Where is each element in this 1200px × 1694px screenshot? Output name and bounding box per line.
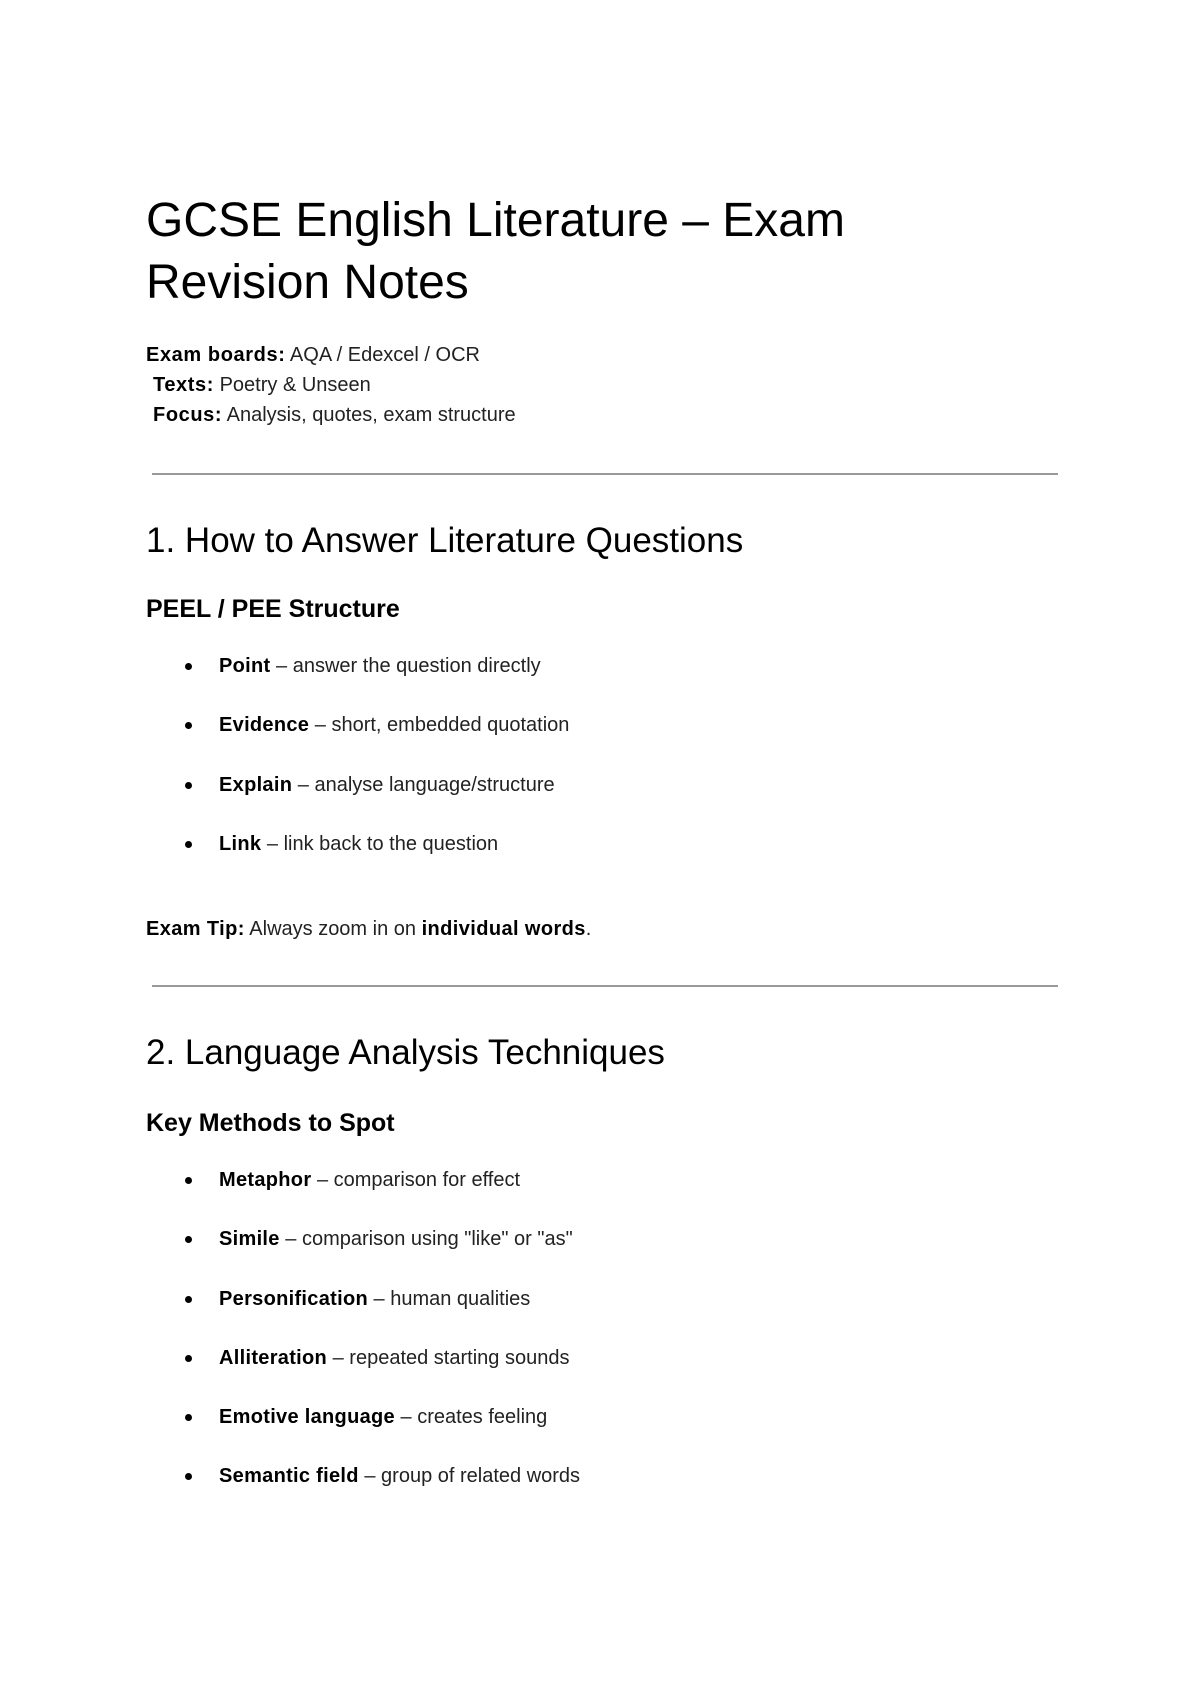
list-item [146, 1223, 580, 1282]
bullet-icon [185, 722, 192, 729]
term: Simile [219, 1228, 280, 1251]
meta-label: Texts: [153, 374, 215, 396]
term: Point [219, 655, 271, 677]
bullet-icon [185, 1473, 192, 1480]
list-item [146, 650, 569, 709]
term: Semantic field [219, 1465, 359, 1488]
description: – short, embedded quotation [309, 714, 570, 737]
list-item [146, 709, 569, 768]
list-item [146, 828, 569, 887]
list-item [146, 1342, 580, 1401]
meta-focus [146, 400, 516, 430]
list-item [146, 1164, 580, 1223]
meta-value: AQA / Edexcel / OCR [285, 344, 480, 366]
description: – answer the question directly [270, 655, 541, 677]
bullet-icon [185, 1177, 192, 1184]
list-item [146, 1283, 580, 1342]
bullet-icon [185, 1355, 192, 1362]
list-item [146, 1460, 580, 1519]
tip-text: Always zoom in on [244, 918, 422, 940]
description: – link back to the question [261, 832, 499, 855]
term: Personification [219, 1287, 368, 1310]
term: Explain [219, 773, 293, 796]
term: Metaphor [219, 1169, 312, 1191]
exam-tip [146, 914, 591, 944]
tip-emphasis: individual words [421, 918, 586, 940]
bullet-icon [185, 782, 192, 789]
peel-list [146, 650, 569, 887]
meta-value: Analysis, quotes, exam structure [222, 404, 516, 426]
list-item [146, 769, 569, 828]
meta-texts [146, 370, 516, 400]
term: Alliteration [219, 1346, 328, 1369]
document-title: GCSE English Literature – Exam Revision Notes [146, 194, 845, 309]
description: – comparison for effect [311, 1169, 521, 1191]
term: Emotive language [219, 1406, 395, 1429]
subheading-peel-structure: PEEL / PEE Structure [146, 595, 400, 623]
term: Evidence [219, 714, 310, 737]
section-heading-2: 2. Language Analysis Techniques [146, 1033, 665, 1072]
tip-label: Exam Tip: [146, 918, 245, 940]
meta-label: Focus: [153, 404, 223, 426]
subheading-key-methods: Key Methods to Spot [146, 1109, 395, 1137]
section-heading-1: 1. How to Answer Literature Questions [146, 521, 744, 560]
document-meta [146, 340, 516, 430]
bullet-icon [185, 841, 192, 848]
meta-value: Poetry & Unseen [214, 374, 371, 396]
techniques-list [146, 1164, 580, 1520]
description: – group of related words [358, 1465, 581, 1488]
bullet-icon [185, 1414, 192, 1421]
horizontal-divider [152, 985, 1058, 987]
description: – repeated starting sounds [327, 1346, 570, 1369]
description: – analyse language/structure [292, 773, 555, 796]
horizontal-divider [152, 473, 1058, 475]
description: – creates feeling [394, 1406, 548, 1429]
meta-label: Exam boards: [146, 344, 286, 366]
description: – comparison using "like" or "as" [279, 1228, 573, 1251]
bullet-icon [185, 663, 192, 670]
tip-end: . [585, 918, 592, 940]
list-item [146, 1401, 580, 1460]
bullet-icon [185, 1236, 192, 1243]
bullet-icon [185, 1296, 192, 1303]
description: – human qualities [367, 1287, 531, 1310]
meta-exam-boards [146, 340, 516, 370]
term: Link [219, 832, 262, 855]
